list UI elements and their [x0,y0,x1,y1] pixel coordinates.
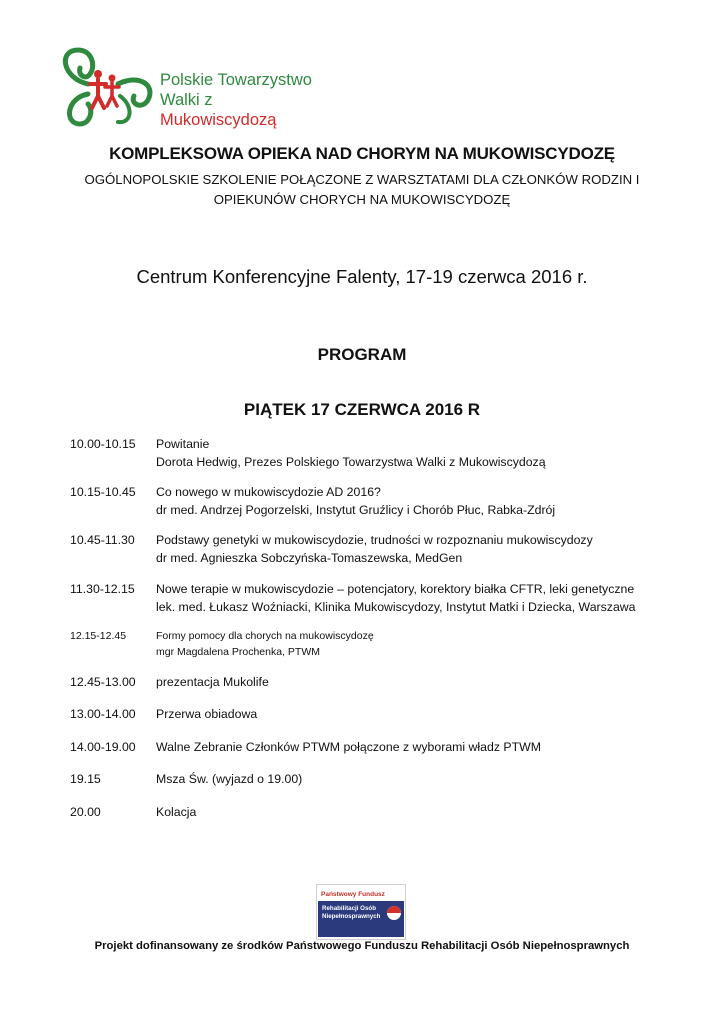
pfron-logo-line-1: Rehabilitacji Osób [322,905,376,912]
schedule-speaker: dr med. Agnieszka Sobczyńska-Tomaszewska, MedGen [156,550,463,565]
program-heading: PROGRAM [317,345,407,364]
schedule-time: 10.15-10.45 [70,485,136,499]
logo-line-2 [160,90,328,130]
schedule-topic: prezentacja Mukolife [156,675,269,689]
schedule-time: 10.00-10.15 [70,437,136,451]
schedule-time: 12.15-12.45 [70,630,127,642]
schedule-speaker: dr med. Andrzej Pogorzelski, Instytut Gruźlicy i Chorób Płuc, Rabka-Zdrój [156,502,556,517]
butterfly-children-icon [58,44,158,130]
schedule-time: 20.00 [70,805,101,819]
schedule-description [156,532,676,567]
schedule-topic: Formy pomocy dla chorych na mukowiscydozę [156,630,374,642]
schedule-description [156,581,676,616]
schedule-time: 11.30-12.15 [70,582,135,596]
schedule-description [156,804,676,822]
schedule-speaker: lek. med. Łukasz Woźniacki, Klinika Mukowiscydozy, Instytut Matki i Dziecka, Warszawa [156,599,636,614]
pfron-logo [316,884,406,940]
schedule-topic: Powitanie [156,437,210,451]
schedule-time: 10.45-11.30 [70,533,135,547]
schedule-description [156,674,676,692]
schedule-description [156,436,676,471]
schedule-speaker: Dorota Hedwig, Prezes Polskiego Towarzystwa Walki z Mukowiscydozą [156,454,546,469]
day-heading: PIĄTEK 17 CZERWCA 2016 R [243,400,481,419]
schedule-description [156,739,676,757]
funding-note: Projekt dofinansowany ze środków Państwowego Funduszu Rehabilitacji Osób Niepełnosprawnych [94,940,630,952]
logo-text [160,70,328,130]
pfron-logo-text [322,905,380,921]
document-subtitle [60,170,664,210]
pfron-logo-line-2: Niepełnosprawnych [322,913,381,920]
schedule-time: 12.45-13.00 [70,675,136,689]
schedule-topic: Podstawy genetyki w mukowiscydozie, trudności w rozpoznaniu mukowiscydozy [156,533,593,547]
schedule-time: 14.00-19.00 [70,740,136,754]
schedule-topic: Kolacja [156,805,197,819]
schedule-topic: Co nowego w mukowiscydozie AD 2016? [156,485,381,499]
pfron-logo-top: Państwowy Fundusz [321,891,385,898]
pfron-logo-band [318,901,404,937]
venue-date: Centrum Konferencyjne Falenty, 17-19 czerwca 2016 r. [136,266,588,287]
schedule-topic: Msza Św. (wyjazd o 19.00) [156,772,303,786]
subtitle-line-1: OGÓLNOPOLSKIE SZKOLENIE POŁĄCZONE Z WARSZTATAMI DLA CZŁONKÓW RODZIN I [84,172,640,187]
schedule-time: 13.00-14.00 [70,707,136,721]
logo-line-2-highlight: Mukowiscydozą [160,111,277,129]
schedule-speaker: mgr Magdalena Prochenka, PTWM [156,646,320,658]
schedule-topic: Nowe terapie w mukowiscydozie – potencjatory, korektory białka CFTR, leki genetyczne [156,582,635,596]
subtitle-line-2: OPIEKUNÓW CHORYCH NA MUKOWISCYDOZĘ [213,192,511,207]
ptwm-logo [58,44,328,130]
schedule-time: 19.15 [70,772,101,786]
schedule-description [156,484,676,519]
schedule-description [156,706,676,724]
schedule-description [156,771,676,789]
schedule-description [156,628,676,660]
document-title: KOMPLEKSOWA OPIEKA NAD CHORYM NA MUKOWISCYDOZĘ [109,144,615,163]
schedule-topic: Walne Zebranie Członków PTWM połączone z wyborami władz PTWM [156,740,541,754]
pfron-circle-icon [387,906,401,920]
logo-line-2-prefix: Walki z [160,91,213,109]
schedule-topic: Przerwa obiadowa [156,707,258,721]
logo-line-1: Polskie Towarzystwo [160,71,312,89]
